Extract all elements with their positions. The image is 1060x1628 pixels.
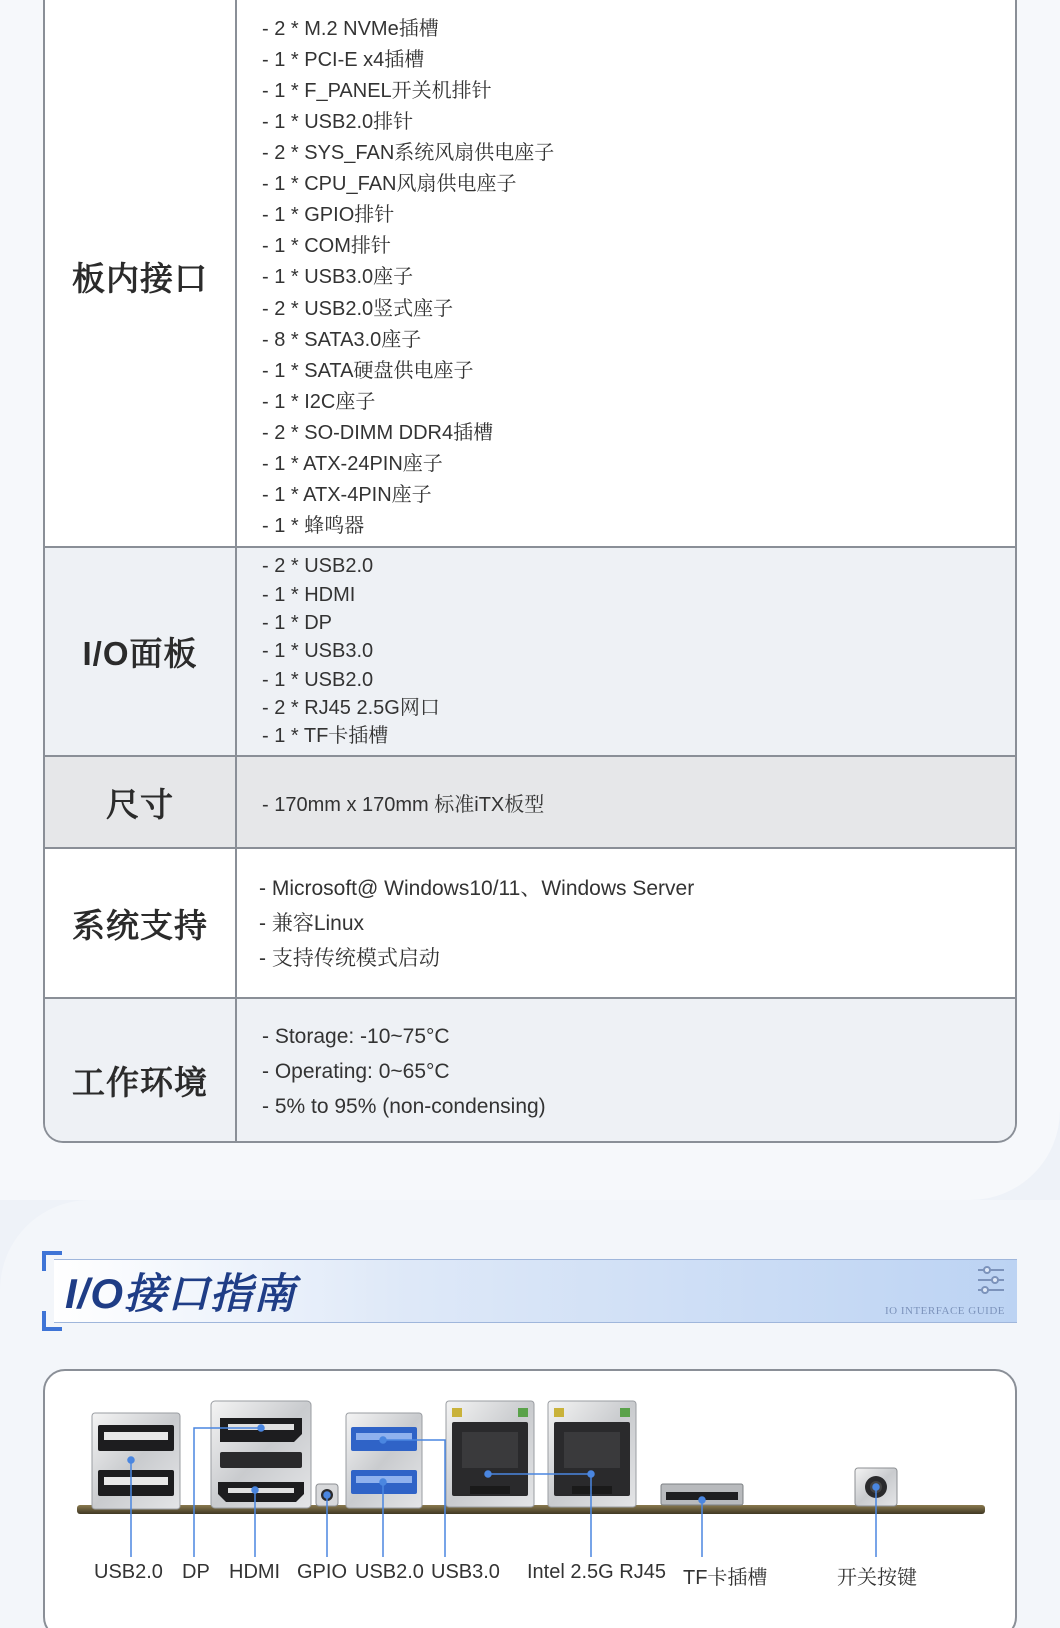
spec-line: - 2 * SYS_FAN系统风扇供电座子: [262, 142, 555, 165]
io-label-dp: DP: [182, 1561, 210, 1583]
spec-line: - 1 * I2C座子: [262, 390, 376, 413]
io-label-power: 开关按键: [837, 1567, 917, 1589]
io-label-hdmi: HDMI: [229, 1561, 281, 1583]
spec-label-size: 尺寸: [45, 757, 237, 847]
spec-line: - 170mm x 170mm 标准iTX板型: [262, 793, 545, 816]
io-guide-title: I/O接口指南: [65, 1270, 297, 1317]
io-label-tf: TF卡插槽: [683, 1567, 768, 1589]
spec-line: - 1 * USB3.0: [262, 640, 374, 663]
spec-label-onboard: 板内接口: [45, 0, 237, 546]
spec-line: - 1 * USB3.0座子: [262, 266, 414, 289]
spec-line: - Storage: -10~75°C: [262, 1024, 450, 1048]
spec-line: - 1 * ATX-4PIN座子: [262, 484, 432, 507]
spec-line: - 1 * F_PANEL开关机排针: [262, 79, 492, 102]
spec-line: - 1 * GPIO排针: [262, 204, 395, 227]
spec-line: - 1 * ATX-24PIN座子: [262, 453, 443, 476]
io-label-usb20: USB2.0: [94, 1561, 163, 1583]
io-label-usb30: USB3.0: [431, 1561, 500, 1583]
spec-line: - 1 * USB2.0: [262, 668, 374, 691]
spec-line: - 2 * RJ45 2.5G网口: [262, 696, 440, 719]
io-label-usb20-b: USB2.0: [355, 1561, 424, 1583]
spec-line: - 1 * TF卡插槽: [262, 725, 389, 748]
spec-line: - 2 * USB2.0竖式座子: [262, 297, 454, 320]
spec-line: - 1 * CPU_FAN风扇供电座子: [262, 173, 517, 196]
rj45-port-2: [548, 1401, 636, 1507]
spec-line: - 兼容Linux: [259, 911, 365, 935]
spec-line: - 2 * USB2.0: [262, 555, 374, 578]
spec-label-os: 系统支持: [45, 849, 237, 997]
spec-line: - 1 * COM排针: [262, 235, 391, 258]
spec-line: - 支持传统模式启动: [259, 946, 440, 970]
spec-line: - Microsoft@ Windows10/11、Windows Server: [259, 876, 695, 900]
io-label-gpio: GPIO: [297, 1561, 348, 1583]
usb30-stack-port: [346, 1413, 422, 1508]
spec-line: - Operating: 0~65°C: [262, 1059, 450, 1083]
spec-line: - 1 * 蜂鸣器: [262, 515, 365, 538]
io-label-rj45: Intel 2.5G RJ45: [527, 1561, 666, 1583]
spec-label-io: I/O面板: [45, 548, 237, 755]
spec-label-env: 工作环境: [45, 999, 237, 1143]
spec-line: - 1 * HDMI: [262, 583, 356, 606]
spec-line: - 2 * M.2 NVMe插槽: [262, 17, 439, 40]
rj45-port-1: [446, 1401, 534, 1507]
spec-line: - 2 * SO-DIMM DDR4插槽: [262, 421, 494, 444]
spec-line: - 1 * SATA硬盘供电座子: [262, 359, 474, 382]
usb20-stack-port: [92, 1413, 180, 1509]
spec-line: - 8 * SATA3.0座子: [262, 328, 422, 351]
spec-line: - 1 * PCI-E x4插槽: [262, 48, 425, 71]
spec-line: - 1 * USB2.0排针: [262, 110, 414, 133]
dp-hdmi-stack-port: [211, 1401, 311, 1508]
spec-line: - 5% to 95% (non-condensing): [262, 1094, 546, 1118]
spec-line: - 1 * DP: [262, 612, 333, 635]
io-guide-subtitle: IO INTERFACE GUIDE: [884, 1305, 1005, 1317]
